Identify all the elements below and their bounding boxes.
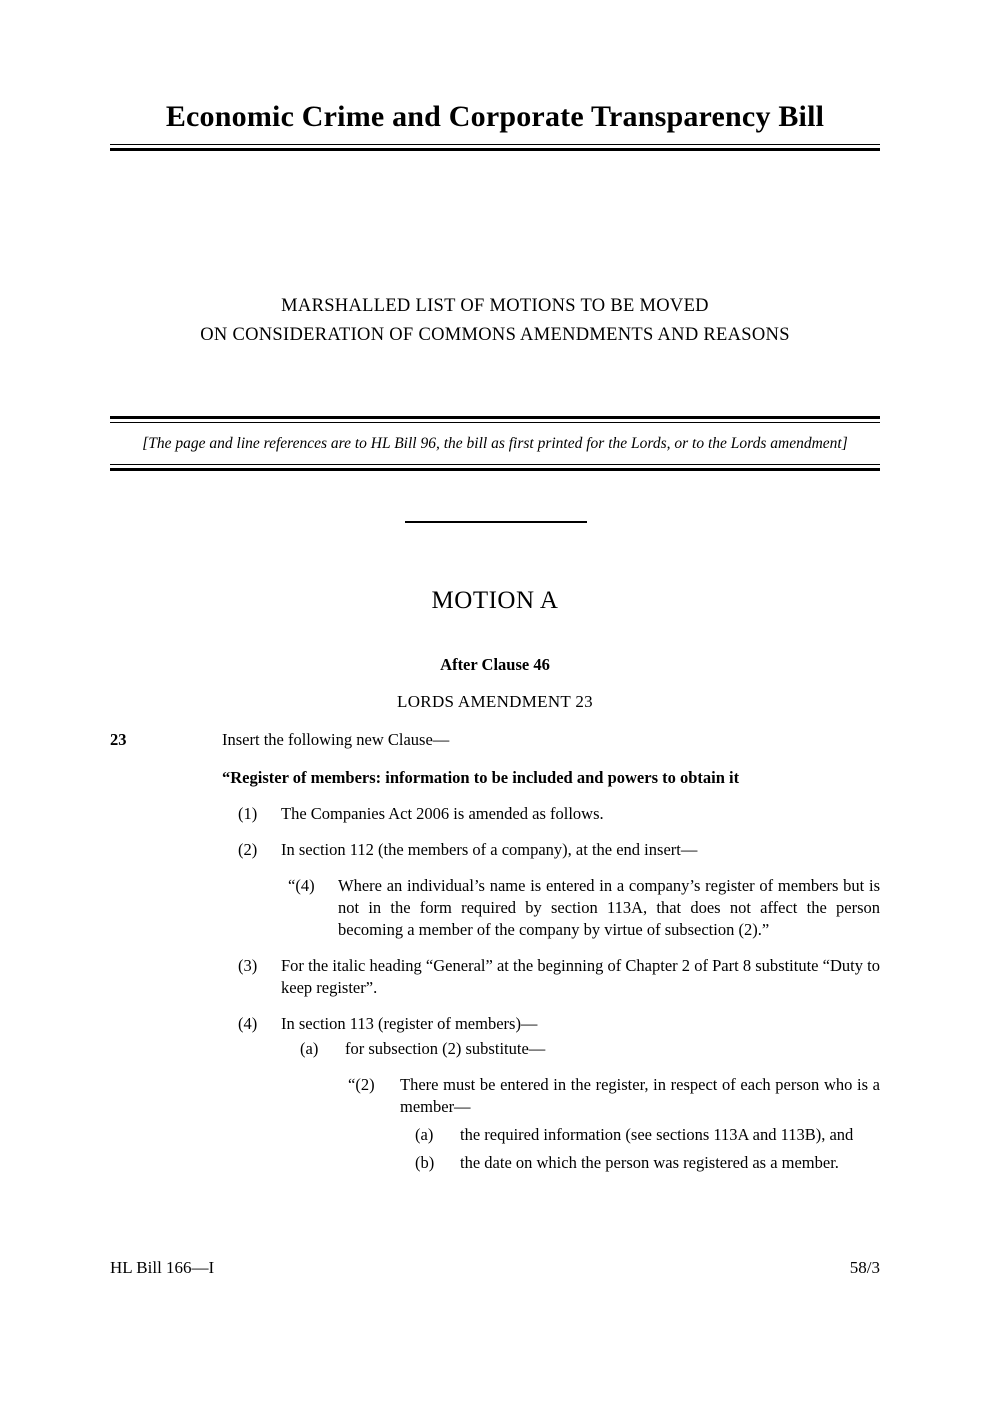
list-item-marker: “(2) [348,1075,375,1095]
list-item-text: The Companies Act 2006 is amended as follows. [281,803,604,823]
amendment-label: LORDS AMENDMENT 23 [397,692,593,711]
title-rule-thick [110,148,880,151]
list-item-text: Where an individual’s name is entered in a company’s register of members but is not in the form required by section 113A, that does not affect the person becoming a member of the company by virtue of subsection (2).” [338,875,880,939]
subtitle-line-2: ON CONSIDERATION OF COMMONS AMENDMENTS AND REASONS [200,324,790,345]
list-item-marker: “(4) [288,875,315,895]
title-block [110,100,880,151]
subtitle-block [110,292,880,349]
list-item-marker: (a) [415,1125,434,1145]
list-item [110,875,880,941]
list-item-marker: (1) [238,803,258,823]
note-rule-thin-bottom [110,464,880,465]
subtitle-line-1: MARSHALLED LIST OF MOTIONS TO BE MOVED [281,296,709,316]
list-item-marker: (2) [238,839,258,859]
note-rule-group-top [110,416,880,423]
footer-page-reference: 58/3 [849,1258,880,1277]
clause-heading: After Clause 46 [440,655,550,674]
list-item-marker: (b) [415,1153,435,1173]
list-item-text: For the italic heading “General” at the beginning of Chapter 2 of Part 8 substitute “Duty to keep register”. [281,955,880,997]
list-item [110,1152,880,1174]
title-rule-group [110,144,880,151]
footer-bill-reference: HL Bill 166—I [110,1258,215,1277]
new-clause-title: “Register of members: information to be included and powers to obtain it [222,768,740,787]
note-rule-thick-bottom [110,468,880,471]
list-item-text: for subsection (2) substitute— [345,1039,546,1059]
list-item [110,839,880,861]
list-item [110,1124,880,1146]
list-item-marker: (3) [238,955,258,975]
list-item [110,803,880,825]
note-rule-thick-top [110,416,880,419]
page-title: Economic Crime and Corporate Transparency Bill [165,100,825,133]
amendment-margin-number: 23 [110,730,127,749]
reference-note-block [110,416,880,471]
list-item [110,1013,880,1035]
list-item-text: the date on which the person was registered as a member. [460,1153,839,1173]
list-item [110,955,880,999]
amendment-lead-text: Insert the following new Clause— [222,730,450,749]
list-item-marker: (a) [300,1039,319,1059]
section-divider-rule [405,521,587,523]
list-item-text: the required information (see sections 113A and 113B), and [460,1125,854,1145]
amendment-lead-row [110,729,880,751]
list-item-text: There must be entered in the register, in respect of each person who is a member— [400,1075,880,1117]
list-item-text: In section 113 (register of members)— [281,1013,538,1033]
amendment-body [110,729,880,1174]
note-rule-group-bottom [110,464,880,471]
list-item [110,1038,880,1060]
list-item [110,1074,880,1118]
list-item-marker: (4) [238,1013,258,1033]
motion-heading: MOTION A [431,587,559,614]
reference-note-text: [The page and line references are to HL Bill 96, the bill as first printed for the Lords, or to the Lords amendment] [142,435,848,452]
title-rule-thin [110,144,880,145]
list-item-text: In section 112 (the members of a company), at the end insert— [281,839,698,859]
